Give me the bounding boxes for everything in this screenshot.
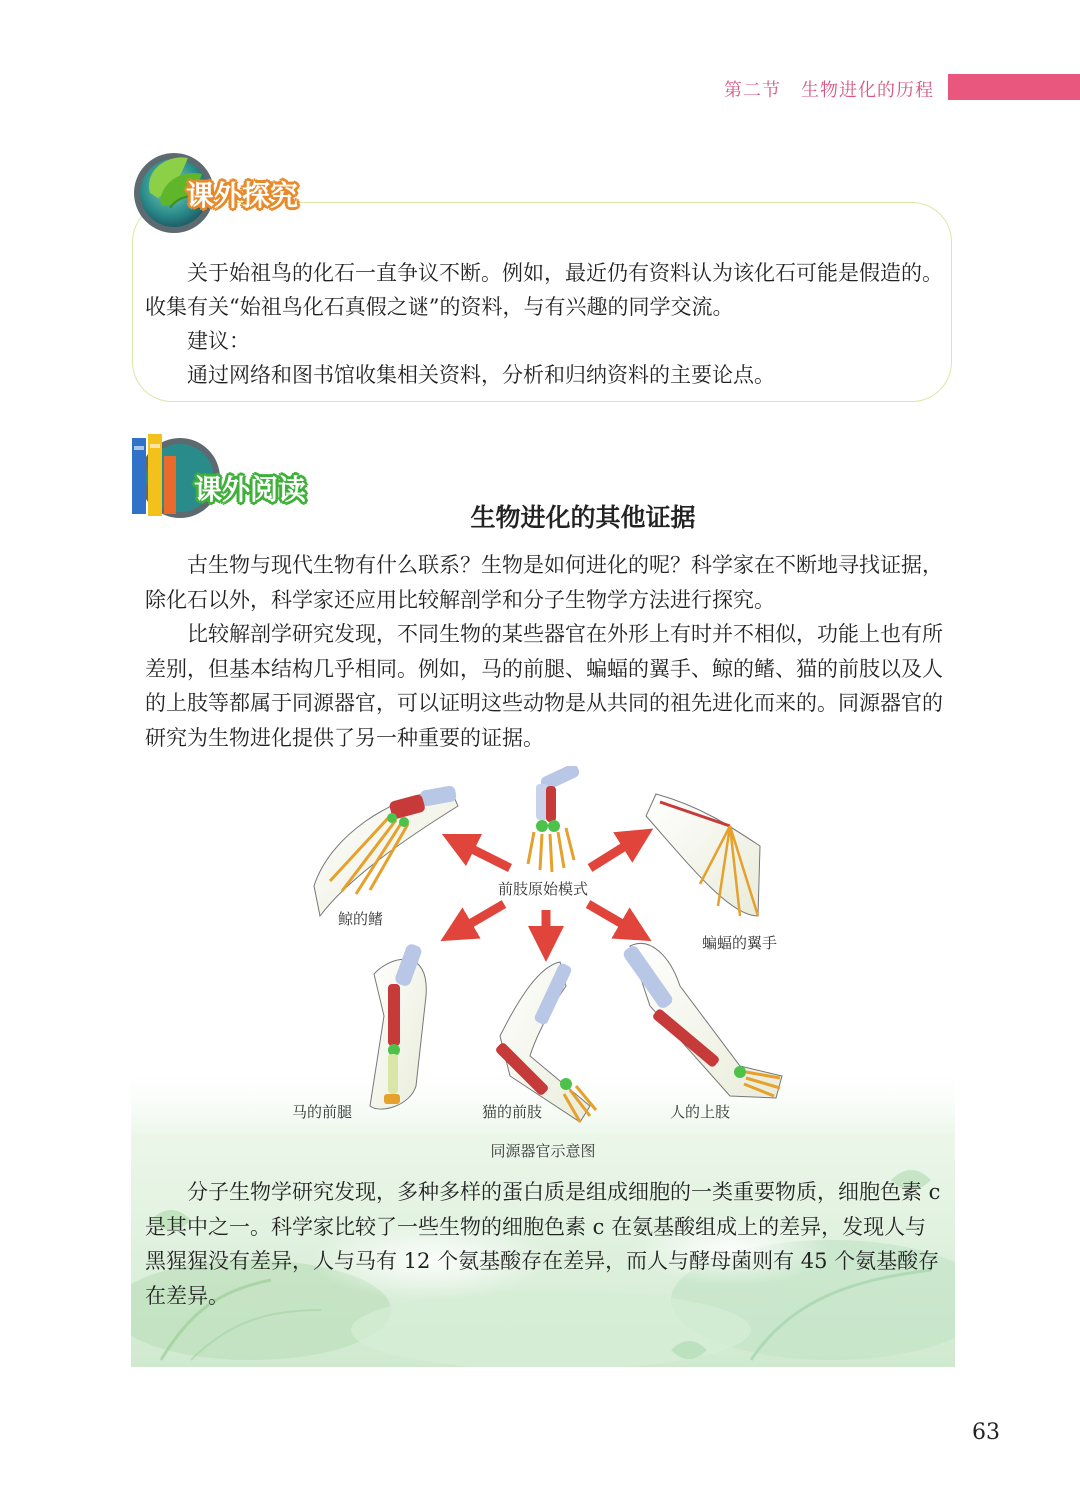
homologous-organs-figure bbox=[290, 766, 810, 1136]
suggestion-label: 建议： bbox=[187, 329, 250, 353]
bat-wing-illustration bbox=[646, 794, 760, 916]
explore-badge-title: 课外探究 bbox=[186, 179, 299, 212]
label-bat: 蝙蝠的翼手 bbox=[702, 934, 778, 952]
article-title: 生物进化的其他证据 bbox=[470, 503, 696, 532]
page-number: 63 bbox=[972, 1420, 1000, 1445]
header-accent-bar bbox=[948, 74, 1080, 100]
explore-content bbox=[145, 256, 945, 392]
cat-foreleg-illustration bbox=[494, 962, 596, 1122]
whale-flipper-illustration bbox=[314, 785, 458, 916]
running-header bbox=[724, 76, 934, 102]
label-primitive-forelimb: 前肢原始模式 bbox=[498, 880, 589, 898]
reading-content bbox=[145, 548, 945, 755]
molecular-content bbox=[145, 1175, 945, 1313]
reading-paragraph: 比较解剖学研究发现，不同生物的某些器官在外形上有时并不相似，功能上也有所差别，但基本结构几乎相同。例如，马的前腿、蝙蝠的翼手、鲸的鳍、猫的前肢以及人的上肢等都属于同源器官，可以证明这些动物是从共同的祖先进化而来的。同源器官的研究为生物进化提供了另一种重要的证据。 bbox=[145, 622, 943, 750]
section-number: 第二节 bbox=[724, 80, 781, 101]
label-human: 人的上肢 bbox=[670, 1103, 731, 1121]
label-horse: 马的前腿 bbox=[292, 1103, 353, 1121]
reading-badge-title: 课外阅读 bbox=[194, 473, 307, 506]
primitive-forelimb-illustration bbox=[528, 766, 581, 872]
explore-badge bbox=[130, 148, 330, 238]
human-arm-illustration bbox=[621, 943, 782, 1098]
explore-paragraph: 关于始祖鸟的化石一直争议不断。例如，最近仍有资料认为该化石可能是假造的。收集有关“始祖鸟化石真假之谜”的资料，与有兴趣的同学交流。 bbox=[145, 261, 943, 319]
reading-paragraph: 分子生物学研究发现，多种多样的蛋白质是组成细胞的一类重要物质，细胞色素 c 是其中之一。科学家比较了一些生物的细胞色素 c 在氨基酸组成上的差异，发现人与黑猩猩没有差异，人与马有 12 个氨基酸存在差异，而人与酵母菌则有 45 个氨基酸存在差异。 bbox=[145, 1180, 941, 1308]
label-whale: 鲸的鳍 bbox=[338, 910, 384, 928]
figure-caption: 同源器官示意图 bbox=[490, 1142, 596, 1160]
label-cat: 猫的前肢 bbox=[482, 1103, 543, 1121]
horse-leg-illustration bbox=[370, 943, 426, 1109]
suggestion-text: 通过网络和图书馆收集相关资料，分析和归纳资料的主要论点。 bbox=[187, 363, 775, 387]
reading-paragraph: 古生物与现代生物有什么联系？生物是如何进化的呢？科学家在不断地寻找证据，除化石以外，科学家还应用比较解剖学和分子生物学方法进行探究。 bbox=[145, 553, 943, 612]
chapter-title: 生物进化的历程 bbox=[801, 80, 934, 101]
